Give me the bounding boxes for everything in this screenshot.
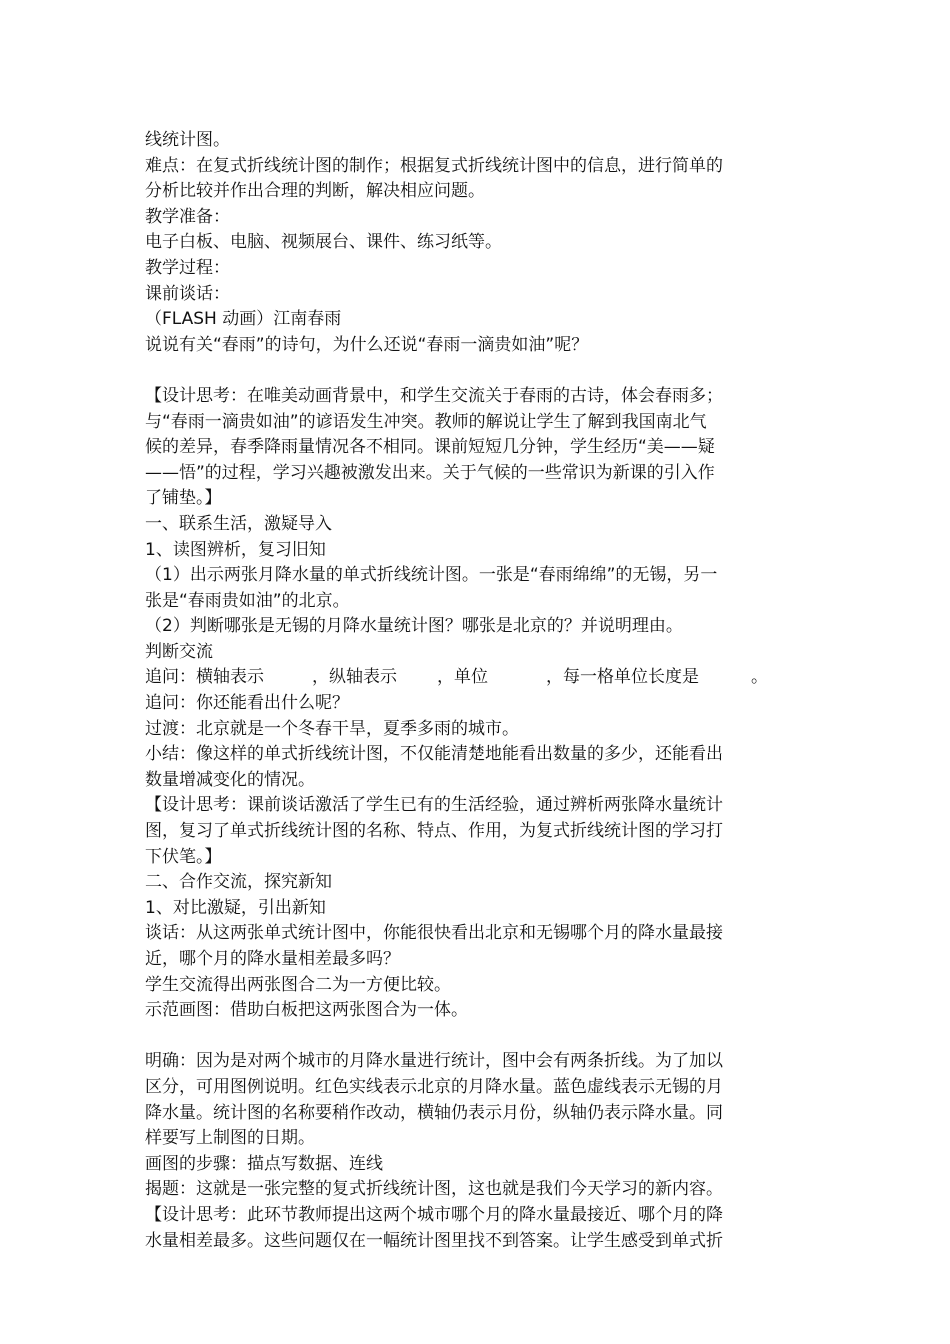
text-line: 追问：你还能看出什么呢？ [145, 693, 349, 714]
text-line: 揭题：这就是一张完整的复式折线统计图，这也就是我们今天学习的新内容。 [145, 1179, 723, 1200]
text-line: 1、对比激疑，引出新知 [145, 897, 326, 918]
text-line: 电子白板、电脑、视频展台、课件、练习纸等。 [145, 232, 502, 253]
text-line: 小结：像这样的单式折线统计图，不仅能清楚地能看出数量的多少，还能看出 [145, 744, 723, 765]
blank-line [145, 358, 820, 384]
text-line: 图，复习了单式折线统计图的名称、特点、作用，为复式折线统计图的学习打 [145, 821, 723, 842]
question-part: ，每一格单位长度是 [546, 667, 699, 688]
blank-line [145, 1024, 820, 1050]
text-line: 示范画图：借助白板把这两张图合为一体。 [145, 1000, 468, 1021]
text-line: 教学过程： [145, 257, 230, 278]
text-line: （FLASH 动画）江南春雨 [145, 309, 342, 330]
text-line: 二、合作交流，探究新知 [145, 872, 332, 893]
text-line: ——悟”的过程，学习兴趣被激发出来。关于气候的一些常识为新课的引入作 [145, 462, 715, 483]
question-part: 。 [751, 667, 768, 688]
text-line: 线统计图。 [145, 130, 230, 150]
text-line: 降水量。统计图的名称要稍作改动，横轴仍表示月份，纵轴仍表示降水量。同 [145, 1102, 723, 1123]
text-line: 1、读图辨析，复习旧知 [145, 539, 326, 560]
text-line: 一、联系生活，激疑导入 [145, 513, 332, 534]
text-line: 候的差异，春季降雨量情况各不相同。课前短短几分钟，学生经历“美——疑 [145, 437, 715, 458]
text-line: （1）出示两张月降水量的单式折线统计图。一张是“春雨绵绵”的无锡，另一 [145, 565, 718, 586]
text-line: 过渡：北京就是一个冬春干旱，夏季多雨的城市。 [145, 718, 519, 739]
text-line: 说说有关“春雨”的诗句，为什么还说“春雨一滴贵如油”呢？ [145, 334, 589, 355]
text-line: 【设计思考：此环节教师提出这两个城市哪个月的降水量最接近、哪个月的降 [145, 1204, 723, 1225]
text-line: 谈话：从这两张单式统计图中，你能很快看出北京和无锡哪个月的降水量最接 [145, 923, 723, 944]
text-line: 画图的步骤：描点写数据、连线 [145, 1153, 383, 1174]
question-part: ，纵轴表示 [312, 667, 397, 688]
text-line: 【设计思考：课前谈话激活了学生已有的生活经验，通过辨析两张降水量统计 [145, 795, 723, 816]
question-part: 追问：横轴表示 [145, 667, 264, 688]
text-line: 教学准备： [145, 206, 230, 227]
text-line: 学生交流得出两张图合二为一方便比较。 [145, 974, 451, 995]
text-line: 区分，可用图例说明。红色实线表示北京的月降水量。蓝色虚线表示无锡的月 [145, 1076, 723, 1097]
text-line: 下伏笔。】 [145, 846, 222, 867]
text-line: 张是“春雨贵如油”的北京。 [145, 590, 350, 611]
text-line: 【设计思考：在唯美动画背景中，和学生交流关于春雨的古诗，体会春雨多； [145, 385, 723, 406]
text-line: 课前谈话： [145, 283, 230, 304]
text-line: （2）判断哪张是无锡的月降水量统计图？哪张是北京的？并说明理由。 [145, 616, 683, 637]
question-part: ，单位 [437, 667, 488, 688]
text-line: 分析比较并作出合理的判断，解决相应问题。 [145, 181, 485, 202]
text-line: 难点：在复式折线统计图的制作；根据复式折线统计图中的信息，进行简单的 [145, 155, 723, 176]
text-line: 判断交流 [145, 641, 213, 662]
text-line: 明确：因为是对两个城市的月降水量进行统计，图中会有两条折线。为了加以 [145, 1051, 723, 1072]
question-line [145, 665, 820, 691]
text-line: 水量相差最多。这些问题仅在一幅统计图里找不到答案。让学生感受到单式折 [145, 1230, 723, 1251]
text-line: 样要写上制图的日期。 [145, 1128, 315, 1149]
document-body [145, 128, 820, 1254]
text-line: 与“春雨一滴贵如油”的谚语发生冲突。教师的解说让学生了解到我国南北气 [145, 411, 707, 432]
text-line: 数量增减变化的情况。 [145, 769, 315, 790]
text-line: 近，哪个月的降水量相差最多吗？ [145, 949, 400, 969]
text-line: 了铺垫。】 [145, 488, 222, 509]
